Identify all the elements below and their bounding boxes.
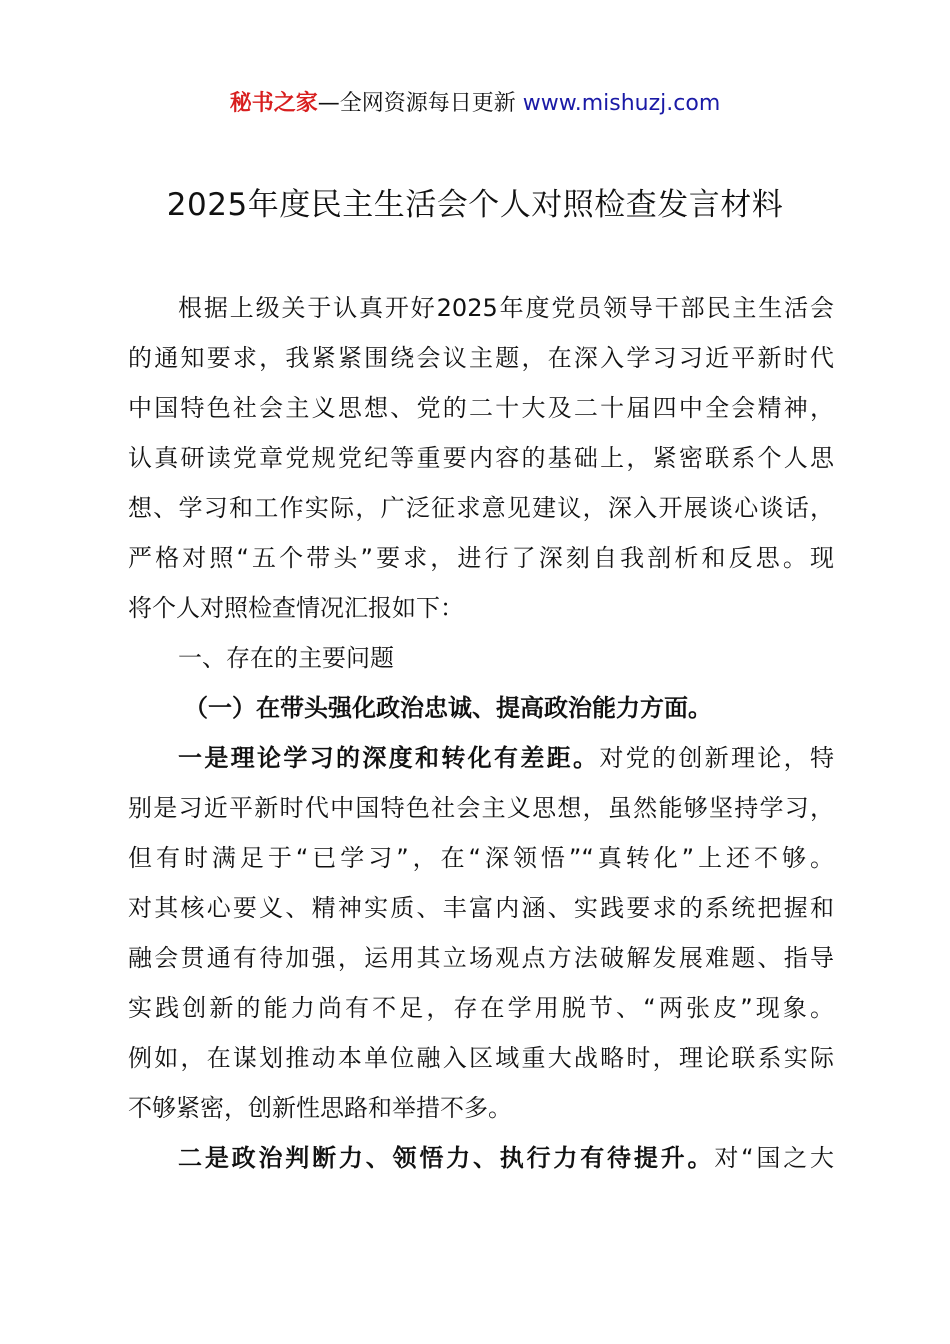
site-url-link[interactable]: www.mishuzj.com: [522, 91, 721, 116]
point1-line-3: 但有时满足于“已学习”，在“深领悟”“真转化”上还不够。: [128, 844, 834, 872]
intro-line-6: 严格对照“五个带头”要求，进行了深刻自我剖析和反思。现: [128, 544, 834, 572]
header-separator: —: [317, 91, 340, 116]
header-tagline: 全网资源每日更新: [339, 91, 516, 116]
intro-line-2: 的通知要求，我紧紧围绕会议主题，在深入学习习近平新时代: [128, 344, 834, 372]
intro-line-5: 想、学习和工作实际，广泛征求意见建议，深入开展谈心谈话，: [128, 494, 834, 522]
point1-line-4: 对其核心要义、精神实质、丰富内涵、实践要求的系统把握和: [128, 894, 834, 922]
point1-line-2: 别是习近平新时代中国特色社会主义思想，虽然能够坚持学习，: [128, 794, 834, 822]
point2-first-line: [128, 1133, 834, 1183]
site-header-banner: [0, 86, 950, 122]
point1-first-line-rest: 对党的创新理论，特: [599, 744, 835, 772]
intro-line-7: 将个人对照检查情况汇报如下：: [128, 594, 464, 622]
document-title: 2025年度民主生活会个人对照检查发言材料: [166, 187, 784, 223]
point1-first-line: [128, 733, 834, 783]
intro-line-4: 认真研读党章党规党纪等重要内容的基础上，紧密联系个人思: [128, 444, 834, 472]
point2-first-line-rest: 对“国之大: [714, 1144, 835, 1172]
point1-line-6: 实践创新的能力尚有不足，存在学用脱节、“两张皮”现象。: [128, 994, 834, 1022]
subsection-heading: （一）在带头强化政治忠诚、提高政治能力方面。: [184, 694, 712, 722]
point1-line-7: 例如，在谋划推动本单位融入区域重大战略时，理论联系实际: [128, 1044, 834, 1072]
point2-lead: 二是政治判断力、领悟力、执行力有待提升。: [178, 1144, 715, 1172]
point1-lead: 一是理论学习的深度和转化有差距。: [178, 744, 600, 772]
site-brand-name: 秘书之家: [229, 91, 318, 116]
intro-line-1: 根据上级关于认真开好2025年度党员领导干部民主生活会: [178, 294, 834, 322]
intro-line-3: 中国特色社会主义思想、党的二十大及二十届四中全会精神，: [128, 394, 834, 422]
point1-line-5: 融会贯通有待加强，运用其立场观点方法破解发展难题、指导: [128, 944, 834, 972]
point1-line-8: 不够紧密，创新性思路和举措不多。: [128, 1094, 512, 1122]
section-heading: 一、存在的主要问题: [178, 644, 394, 672]
document-body: [128, 283, 834, 1183]
